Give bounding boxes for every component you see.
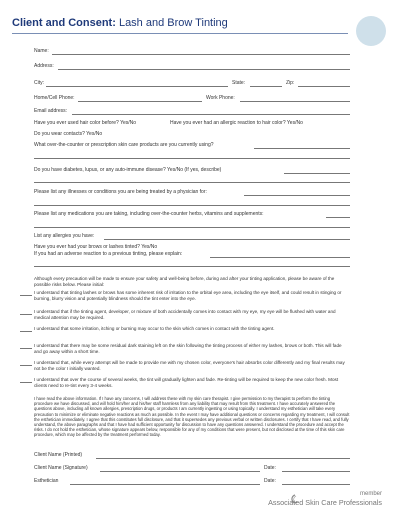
q-diabetes: Do you have diabetes, lupus, or any auto-immune disease? Yes/No (If yes, describe) <box>34 167 222 173</box>
zip-field[interactable] <box>298 86 350 87</box>
q-hair-color: Have you ever used hair color before? Yes/No <box>34 120 137 126</box>
diabetes-field-2[interactable] <box>34 182 350 183</box>
q-allergic-reaction: Have you ever had an allergic reaction to hair color? Yes/No <box>170 120 303 126</box>
illnesses-field[interactable] <box>244 195 350 196</box>
consent-paragraph: I have read the above information. If I have any concerns, I will address these with my skin care therapist. I give permission to my therapist to perform the tinting procedure we have discussed, and will hold him/her and his/her staff harmless from any liability that may result from this treatment. I have accurately answered the questions above, including all known allergies, prescription drugs, or products I am currently ingesting or using topically. I understand my esthetician will take every precaution to minimize or eliminate negative reactions as much as possible. In the event I may have additional questions or concerns regarding my treatment, I will consult the esthetician immediately. I agree that this constitutes full disclosure, and that it supersedes any previous verbal or written disclosures. I certify that I have read, and fully understand, the above paragraphs and that I have had sufficient opportunity for discussion to have any questions answered. I understand the procedure and accept the risks. I do not hold the esthetician, whose signature appears below, responsible for any of my conditions that were present, but not disclosed at the time of this skin care procedure, which may be affected by the treatment performed today. <box>34 396 350 438</box>
work-phone-field[interactable] <box>240 101 350 102</box>
title-bold: Client and Consent: <box>12 17 116 29</box>
org-name: Associated Skin Care Professionals <box>268 498 382 507</box>
address-field[interactable] <box>58 69 350 70</box>
client-name-printed-label: Client Name (Printed) <box>34 452 83 458</box>
adverse-reaction-field-2[interactable] <box>34 266 350 267</box>
precaution-intro: Although every precaution will be made to ensure your safety and well-being before, during and after your tinting application, please be aware of the possible risks below. Please initial: <box>34 276 335 287</box>
client-name-printed-field[interactable] <box>96 458 350 459</box>
zip-label: Zip: <box>286 80 295 86</box>
email-label: Email address: <box>34 108 68 114</box>
name-field[interactable] <box>52 54 350 55</box>
initial-item: I understand that tinting lashes or brows has some inherent risk of irritation to the orbital eye area, including the eye itself, and could result in stinging or burning, blurry vision and potentially blindness should the tint enter into the eye. <box>34 290 342 301</box>
q-skin-care-products: What over-the-counter or prescription skin care products are you currently using? <box>34 142 214 148</box>
initial-item: I understand that, while every attempt will be made to provide me with my chosen color, everyone's hair absorbs color differently and my final results may not be the color I initially wanted. <box>34 360 345 371</box>
q-adverse-reaction: If you had an adverse reaction to a previous tinting, please explain: <box>34 251 183 257</box>
skin-care-field[interactable] <box>254 148 350 149</box>
date-label-2: Date: <box>264 478 276 484</box>
medications-field-2[interactable] <box>34 227 350 228</box>
title-rule <box>12 33 348 34</box>
member-label: member <box>359 491 382 497</box>
name-label: Name: <box>34 48 49 54</box>
initial-item: I understand that if the tinting agent, developer, or mixture of both accidentally comes into contact with my eye, my eye will be flushed with water and medical attention may be required. <box>34 309 336 320</box>
esthetician-label: Esthetician <box>34 478 59 484</box>
initial-blank[interactable] <box>20 295 32 296</box>
skin-care-field-2[interactable] <box>34 158 350 159</box>
esthetician-field[interactable] <box>70 484 260 485</box>
page-title <box>12 17 228 29</box>
date-label: Date: <box>264 465 276 471</box>
work-phone-label: Work Phone: <box>206 95 235 101</box>
date-field-2[interactable] <box>282 484 350 485</box>
decorative-circle <box>356 16 386 46</box>
address-label: Address: <box>34 63 54 69</box>
q-tinted-before: Have you ever had your brows or lashes tinted? Yes/No <box>34 244 158 250</box>
initial-item: I understand that over the course of several weeks, the tint will gradually lighten and fade. Re-tinting will be required to keep the new color fresh. Most clients need to re-tint every 3-4 weeks. <box>34 377 339 388</box>
client-signature-field[interactable] <box>100 471 260 472</box>
initial-blank[interactable] <box>20 314 32 315</box>
diabetes-field[interactable] <box>284 173 350 174</box>
client-signature-label: Client Name (Signature) <box>34 465 88 471</box>
medications-field[interactable] <box>326 217 350 218</box>
initial-item: I understand that there may be some residual dark staining left on the skin following the tinting process of either my lashes, brows or both. This will fade and go away within a short time. <box>34 343 342 354</box>
q-medications: Please list any medications you are taking, including over-the-counter herbs, vitamins and supplements: <box>34 211 264 217</box>
home-cell-label: Home/Cell Phone: <box>34 95 75 101</box>
adverse-reaction-field[interactable] <box>210 257 350 258</box>
initial-blank[interactable] <box>20 382 32 383</box>
q-allergies: List any allergies you have: <box>34 233 95 239</box>
initial-item: I understand that some irritation, itching or burning may occur to the skin which comes in contact with the tinting agent. <box>34 326 275 331</box>
q-contacts: Do you wear contacts? Yes/No <box>34 131 103 137</box>
state-field[interactable] <box>250 86 282 87</box>
initial-blank[interactable] <box>20 365 32 366</box>
illnesses-field-2[interactable] <box>34 205 350 206</box>
state-label: State: <box>232 80 246 86</box>
q-illnesses: Please list any illnesses or conditions you are being treated by a physician for: <box>34 189 207 195</box>
date-field[interactable] <box>282 471 350 472</box>
title-rest: Lash and Brow Tinting <box>115 17 228 29</box>
email-field[interactable] <box>72 114 350 115</box>
home-cell-field[interactable] <box>78 101 202 102</box>
initial-blank[interactable] <box>20 331 32 332</box>
city-field[interactable] <box>46 86 228 87</box>
city-label: City: <box>34 80 44 86</box>
allergies-field[interactable] <box>104 239 350 240</box>
initial-blank[interactable] <box>20 348 32 349</box>
